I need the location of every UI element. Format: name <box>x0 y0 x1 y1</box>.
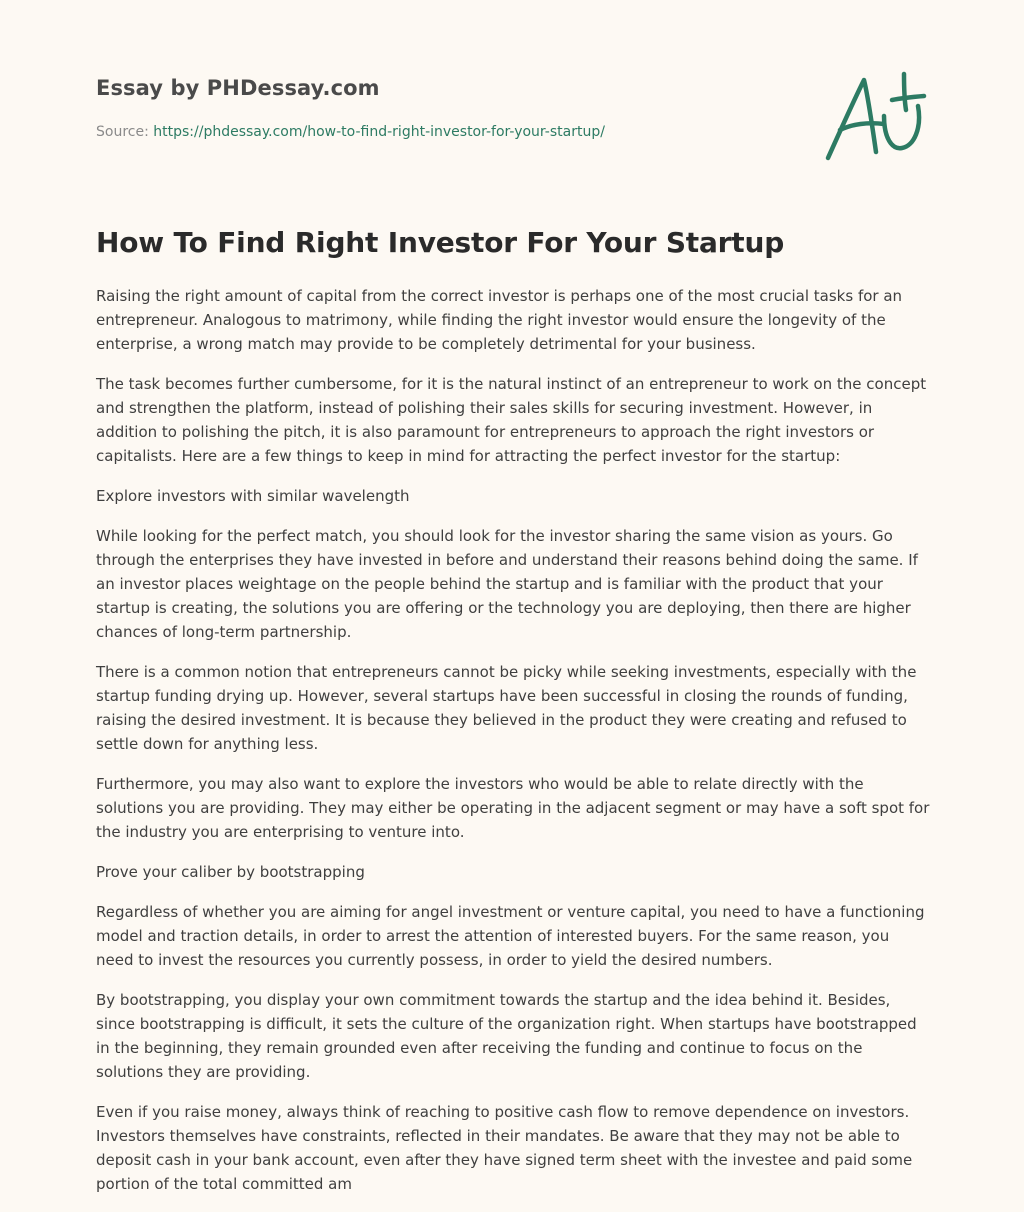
paragraph: There is a common notion that entrepreneurs cannot be picky while seeking investments, especially with the startup funding drying up. However, several startups have been successful in closing the rounds of funding, raising the desired investment. It is because they believed in the product they were creating and refused to settle down for anything less. <box>96 663 917 753</box>
paragraph: Furthermore, you may also want to explore the investors who would be able to relate directly with the solutions you are providing. They may either be operating in the adjacent segment or may have a soft spot for the industry you are enterprising to venture into. <box>96 775 930 841</box>
paragraph: By bootstrapping, you display your own commitment towards the startup and the idea behind it. Besides, since bootstrapping is difficult, it sets the culture of the organization right. When startups have bootstrapped in the beginning, they remain grounded even after receiving the funding and continue to focus on the solutions they are providing. <box>96 991 917 1081</box>
section-heading: Prove your caliber by bootstrapping <box>96 863 365 881</box>
a-plus-grade-icon <box>818 66 930 166</box>
paragraph: Even if you raise money, always think of reaching to positive cash flow to remove dependence on investors. Investors themselves have constraints, reflected in their mandates. Be aware that they may not be able to deposit cash in your bank account, even after they have signed term sheet with the investee and paid some portion of the total committed am <box>96 1103 913 1193</box>
paragraph: While looking for the perfect match, you should look for the investor sharing the same vision as yours. Go through the enterprises they have invested in before and understand their reasons behind doing the same. If an investor places weightage on the people behind the startup and is familiar with the product that your startup is creating, the solutions you are offering or the technology you are deploying, then there are higher chances of long-term partnership. <box>96 527 918 641</box>
site-title: Essay by PHDessay.com <box>96 76 380 100</box>
source-line <box>96 124 605 140</box>
paragraph: The task becomes further cumbersome, for it is the natural instinct of an entrepreneur to work on the concept and strengthen the platform, instead of polishing their sales skills for securing investment. However, in addition to polishing the pitch, it is also paramount for entrepreneurs to approach the right investors or capitalists. Here are a few things to keep in mind for attracting the perfect investor for the startup: <box>96 375 927 465</box>
source-label: Source: <box>96 124 154 140</box>
source-link[interactable]: https://phdessay.com/how-to-find-right-investor-for-your-startup/ <box>153 124 605 140</box>
essay-body <box>96 284 930 1212</box>
section-heading: Explore investors with similar wavelength <box>96 487 410 505</box>
paragraph: Raising the right amount of capital from the correct investor is perhaps one of the most crucial tasks for an entrepreneur. Analogous to matrimony, while finding the right investor would ensure the longevity of the enterprise, a wrong match may provide to be completely detrimental for your business. <box>96 287 903 353</box>
paragraph: Regardless of whether you are aiming for angel investment or venture capital, you need to have a functioning model and traction details, in order to arrest the attention of interested buyers. For the same reason, you need to invest the resources you currently possess, in order to yield the desired numbers. <box>96 903 925 969</box>
essay-title: How To Find Right Investor For Your Startup <box>96 226 785 259</box>
